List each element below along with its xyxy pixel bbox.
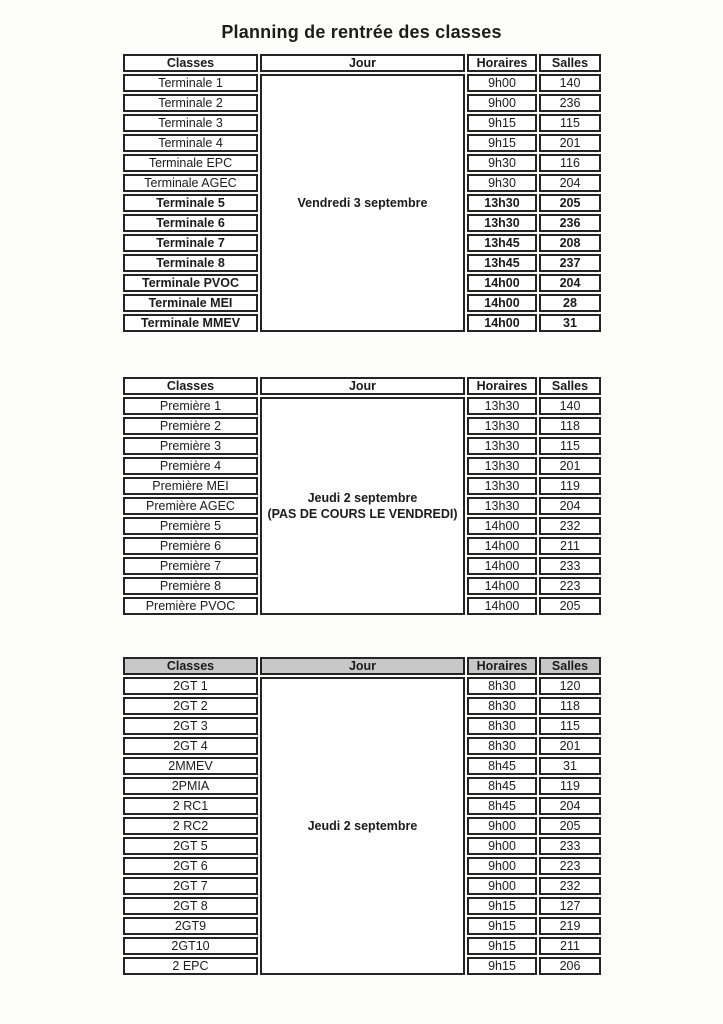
salle-cell: 205 (539, 194, 601, 212)
salle-cell: 232 (539, 517, 601, 535)
classe-cell: 2 RC1 (123, 797, 258, 815)
jour-line2: (PAS DE COURS LE VENDREDI) (267, 507, 458, 521)
classe-cell: 2GT 2 (123, 697, 258, 715)
salle-cell: 116 (539, 154, 601, 172)
salle-cell: 211 (539, 537, 601, 555)
salle-cell: 211 (539, 937, 601, 955)
salle-cell: 119 (539, 777, 601, 795)
classe-cell: Première 4 (123, 457, 258, 475)
salle-cell: 201 (539, 737, 601, 755)
classe-cell: Première 5 (123, 517, 258, 535)
salle-cell: 205 (539, 817, 601, 835)
horaire-cell: 8h45 (467, 797, 537, 815)
horaire-cell: 9h30 (467, 154, 537, 172)
header-row (123, 657, 601, 675)
classe-cell: Terminale 5 (123, 194, 258, 212)
classe-cell: 2GT9 (123, 917, 258, 935)
horaire-cell: 14h00 (467, 577, 537, 595)
horaire-cell: 9h30 (467, 174, 537, 192)
header-horaires: Horaires (467, 377, 537, 395)
classe-cell: Terminale 1 (123, 74, 258, 92)
horaire-cell: 13h30 (467, 194, 537, 212)
classe-cell: Terminale 2 (123, 94, 258, 112)
table-terminales (121, 52, 603, 334)
horaire-cell: 14h00 (467, 314, 537, 332)
classe-cell: Terminale EPC (123, 154, 258, 172)
classe-cell: Terminale 7 (123, 234, 258, 252)
jour-cell (260, 74, 465, 332)
jour-line1: Jeudi 2 septembre (307, 819, 418, 833)
classe-cell: Terminale 6 (123, 214, 258, 232)
header-jour: Jour (260, 54, 465, 72)
horaire-cell: 14h00 (467, 274, 537, 292)
salle-cell: 118 (539, 417, 601, 435)
salle-cell: 236 (539, 214, 601, 232)
salle-cell: 140 (539, 74, 601, 92)
jour-line1: Vendredi 3 septembre (297, 196, 428, 210)
horaire-cell: 14h00 (467, 557, 537, 575)
classe-cell: Première 7 (123, 557, 258, 575)
horaire-cell: 8h30 (467, 717, 537, 735)
classe-cell: Terminale PVOC (123, 274, 258, 292)
horaire-cell: 13h30 (467, 214, 537, 232)
header-row (123, 54, 601, 72)
horaire-cell: 8h30 (467, 697, 537, 715)
horaire-cell: 13h30 (467, 417, 537, 435)
horaire-cell: 9h15 (467, 114, 537, 132)
header-jour: Jour (260, 657, 465, 675)
classe-cell: Terminale 3 (123, 114, 258, 132)
classe-cell: Terminale MEI (123, 294, 258, 312)
horaire-cell: 9h15 (467, 957, 537, 975)
salle-cell: 232 (539, 877, 601, 895)
salle-cell: 120 (539, 677, 601, 695)
classe-cell: Terminale AGEC (123, 174, 258, 192)
horaire-cell: 13h45 (467, 254, 537, 272)
salle-cell: 119 (539, 477, 601, 495)
horaire-cell: 13h45 (467, 234, 537, 252)
salle-cell: 31 (539, 314, 601, 332)
header-salles: Salles (539, 54, 601, 72)
classe-cell: Première 1 (123, 397, 258, 415)
horaire-cell: 14h00 (467, 537, 537, 555)
classe-cell: 2GT 3 (123, 717, 258, 735)
salle-cell: 204 (539, 274, 601, 292)
classe-cell: Terminale 4 (123, 134, 258, 152)
salle-cell: 127 (539, 897, 601, 915)
horaire-cell: 13h30 (467, 477, 537, 495)
horaire-cell: 8h30 (467, 677, 537, 695)
classe-cell: 2GT 5 (123, 837, 258, 855)
classe-cell: Première 2 (123, 417, 258, 435)
salle-cell: 223 (539, 857, 601, 875)
horaire-cell: 9h00 (467, 857, 537, 875)
horaire-cell: 13h30 (467, 397, 537, 415)
header-jour: Jour (260, 377, 465, 395)
header-row (123, 377, 601, 395)
horaire-cell: 9h15 (467, 937, 537, 955)
salle-cell: 201 (539, 457, 601, 475)
salle-cell: 206 (539, 957, 601, 975)
salle-cell: 233 (539, 837, 601, 855)
header-salles: Salles (539, 657, 601, 675)
classe-cell: 2GT 1 (123, 677, 258, 695)
salle-cell: 115 (539, 437, 601, 455)
jour-line1: Jeudi 2 septembre (307, 491, 418, 505)
horaire-cell: 9h15 (467, 134, 537, 152)
salle-cell: 204 (539, 174, 601, 192)
horaire-cell: 9h15 (467, 897, 537, 915)
salle-cell: 233 (539, 557, 601, 575)
classe-cell: Première 6 (123, 537, 258, 555)
page-title: Planning de rentrée des classes (221, 22, 502, 42)
salle-cell: 219 (539, 917, 601, 935)
header-classes: Classes (123, 54, 258, 72)
horaire-cell: 14h00 (467, 294, 537, 312)
classe-cell: Terminale 8 (123, 254, 258, 272)
classe-cell: Terminale MMEV (123, 314, 258, 332)
salle-cell: 31 (539, 757, 601, 775)
horaire-cell: 9h00 (467, 837, 537, 855)
horaire-cell: 9h15 (467, 917, 537, 935)
salle-cell: 115 (539, 717, 601, 735)
classe-cell: 2GT 4 (123, 737, 258, 755)
horaire-cell: 14h00 (467, 597, 537, 615)
classe-cell: 2PMIA (123, 777, 258, 795)
salle-cell: 236 (539, 94, 601, 112)
classe-cell: Première MEI (123, 477, 258, 495)
horaire-cell: 9h00 (467, 877, 537, 895)
salle-cell: 28 (539, 294, 601, 312)
salle-cell: 201 (539, 134, 601, 152)
horaire-cell: 8h45 (467, 777, 537, 795)
classe-cell: 2GT 8 (123, 897, 258, 915)
classe-cell: 2GT10 (123, 937, 258, 955)
horaire-cell: 8h45 (467, 757, 537, 775)
classe-cell: 2GT 7 (123, 877, 258, 895)
salle-cell: 204 (539, 797, 601, 815)
header-horaires: Horaires (467, 657, 537, 675)
salle-cell: 208 (539, 234, 601, 252)
horaire-cell: 8h30 (467, 737, 537, 755)
classe-cell: Première 8 (123, 577, 258, 595)
table-secondes (121, 655, 603, 977)
salle-cell: 223 (539, 577, 601, 595)
header-salles: Salles (539, 377, 601, 395)
horaire-cell: 14h00 (467, 517, 537, 535)
horaire-cell: 9h00 (467, 74, 537, 92)
salle-cell: 140 (539, 397, 601, 415)
jour-cell (260, 677, 465, 975)
horaire-cell: 13h30 (467, 457, 537, 475)
horaire-cell: 13h30 (467, 497, 537, 515)
table-row (123, 74, 601, 92)
header-classes: Classes (123, 377, 258, 395)
header-horaires: Horaires (467, 54, 537, 72)
horaire-cell: 9h00 (467, 817, 537, 835)
salle-cell: 237 (539, 254, 601, 272)
classe-cell: Première 3 (123, 437, 258, 455)
salle-cell: 205 (539, 597, 601, 615)
table-row (123, 677, 601, 695)
jour-cell (260, 397, 465, 615)
classe-cell: Première PVOC (123, 597, 258, 615)
header-classes: Classes (123, 657, 258, 675)
table-premieres (121, 375, 603, 617)
salle-cell: 115 (539, 114, 601, 132)
classe-cell: 2GT 6 (123, 857, 258, 875)
salle-cell: 204 (539, 497, 601, 515)
salle-cell: 118 (539, 697, 601, 715)
classe-cell: 2 RC2 (123, 817, 258, 835)
classe-cell: 2MMEV (123, 757, 258, 775)
horaire-cell: 13h30 (467, 437, 537, 455)
classe-cell: 2 EPC (123, 957, 258, 975)
table-row (123, 397, 601, 415)
classe-cell: Première AGEC (123, 497, 258, 515)
horaire-cell: 9h00 (467, 94, 537, 112)
